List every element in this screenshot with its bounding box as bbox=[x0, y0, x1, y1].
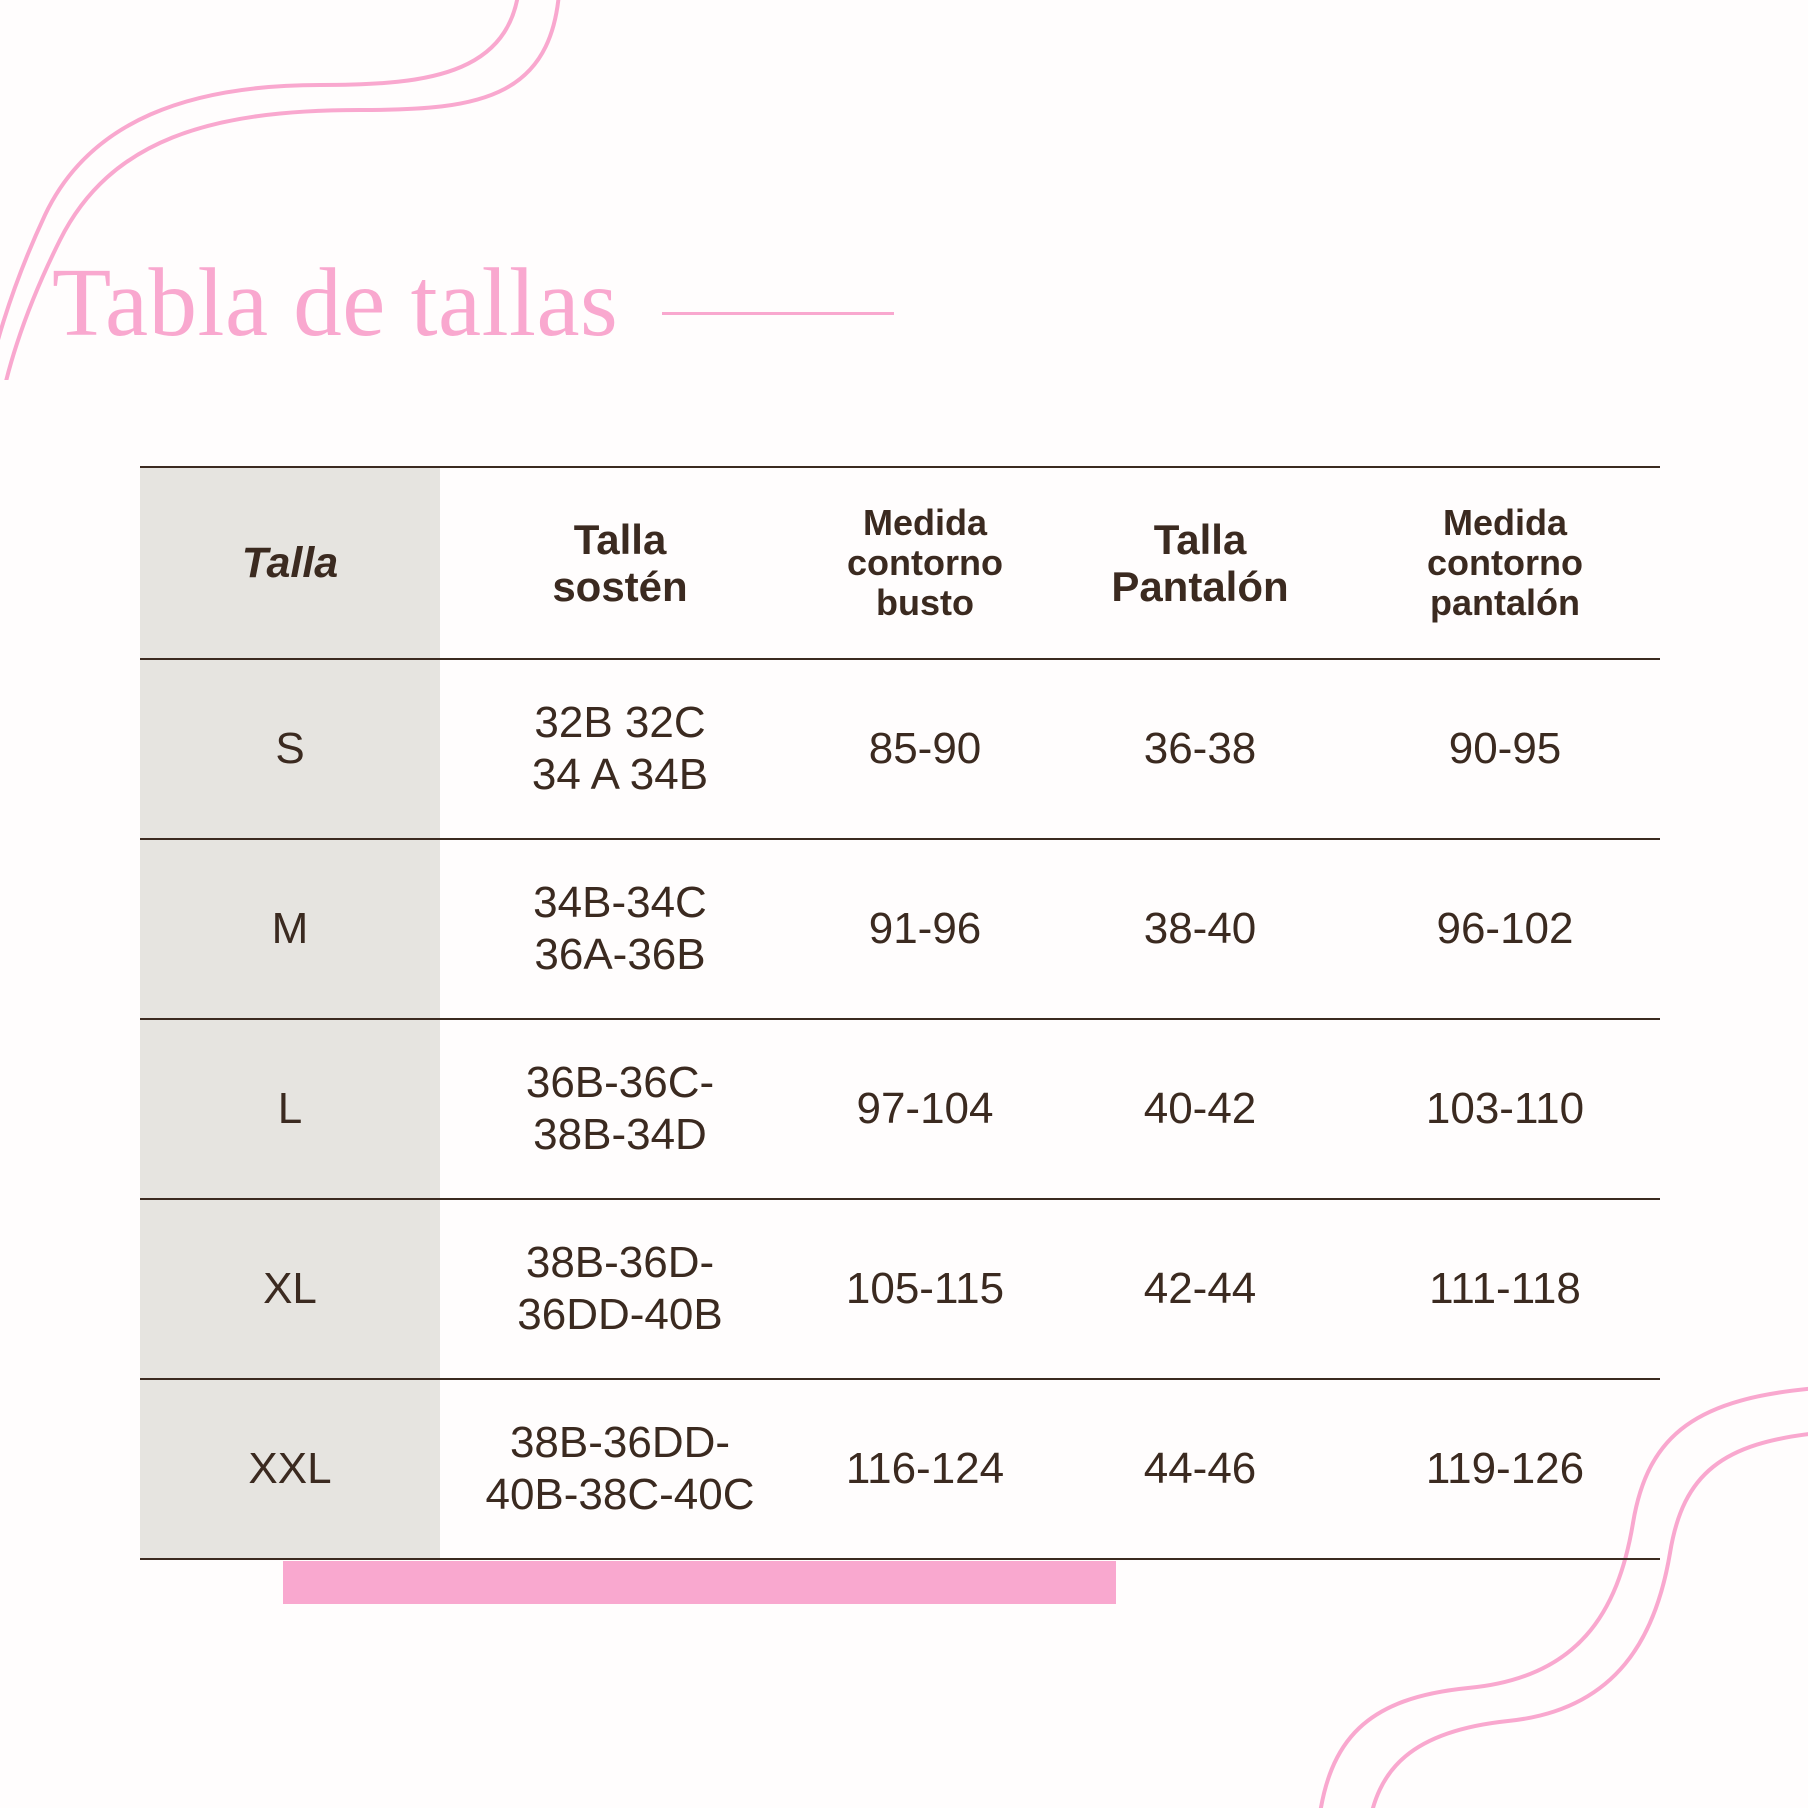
cell-bra-size: 32B 32C 34 A 34B bbox=[440, 659, 800, 839]
cell-bra-size: 38B-36D- 36DD-40B bbox=[440, 1199, 800, 1379]
cell-pant-measure: 90-95 bbox=[1350, 659, 1660, 839]
header-pantalon-line1: Talla bbox=[1153, 515, 1247, 563]
cell-pant-size: 38-40 bbox=[1050, 839, 1350, 1019]
cell-size: XXL bbox=[140, 1379, 440, 1559]
cell-bra-size: 36B-36C- 38B-34D bbox=[440, 1019, 800, 1199]
header-pantalon-line2: Pantalón bbox=[1111, 563, 1289, 610]
header-busto-line3: busto bbox=[876, 582, 974, 624]
title-rule bbox=[662, 312, 894, 315]
table-row bbox=[140, 659, 1660, 839]
cell-bust: 105-115 bbox=[800, 1199, 1050, 1379]
cell-pant-measure: 103-110 bbox=[1350, 1019, 1660, 1199]
cell-pant-measure: 96-102 bbox=[1350, 839, 1660, 1019]
cell-bra-size: 38B-36DD- 40B-38C-40C bbox=[440, 1379, 800, 1559]
cell-bra-size: 34B-34C 36A-36B bbox=[440, 839, 800, 1019]
cell-bust: 91-96 bbox=[800, 839, 1050, 1019]
cell-size: M bbox=[140, 839, 440, 1019]
header-talla bbox=[140, 467, 440, 659]
header-contorno-pantalon-line1: Medida bbox=[1442, 501, 1567, 543]
cell-pant-measure: 111-118 bbox=[1350, 1199, 1660, 1379]
cell-size: S bbox=[140, 659, 440, 839]
page-title: Tabla de tallas bbox=[52, 249, 619, 356]
accent-bar bbox=[283, 1561, 1116, 1604]
cell-pant-size: 36-38 bbox=[1050, 659, 1350, 839]
header-busto-line2: contorno bbox=[847, 541, 1003, 583]
page-title-row bbox=[52, 249, 894, 356]
header-medida-contorno-busto bbox=[800, 467, 1050, 659]
header-contorno-pantalon-line2: contorno bbox=[1427, 541, 1583, 583]
table-row bbox=[140, 839, 1660, 1019]
cell-bust: 116-124 bbox=[800, 1379, 1050, 1559]
cell-pant-size: 44-46 bbox=[1050, 1379, 1350, 1559]
cell-pant-size: 42-44 bbox=[1050, 1199, 1350, 1379]
cell-pant-measure: 119-126 bbox=[1350, 1379, 1660, 1559]
cell-bust: 97-104 bbox=[800, 1019, 1050, 1199]
cell-pant-size: 40-42 bbox=[1050, 1019, 1350, 1199]
size-chart-table bbox=[140, 466, 1660, 1560]
cell-bust: 85-90 bbox=[800, 659, 1050, 839]
cell-size: L bbox=[140, 1019, 440, 1199]
header-talla-sosten bbox=[440, 467, 800, 659]
table-header-row bbox=[140, 467, 1660, 659]
table-row bbox=[140, 1019, 1660, 1199]
cell-size: XL bbox=[140, 1199, 440, 1379]
header-talla-pantalon bbox=[1050, 467, 1350, 659]
table-row bbox=[140, 1199, 1660, 1379]
header-talla-line1: Talla bbox=[241, 538, 339, 587]
table-row bbox=[140, 1379, 1660, 1559]
header-contorno-pantalon-line3: pantalón bbox=[1430, 582, 1580, 624]
header-busto-line1: Medida bbox=[862, 501, 987, 543]
header-talla-sosten-line2: sostén bbox=[552, 563, 688, 610]
header-talla-sosten-line1: Talla bbox=[573, 515, 667, 563]
header-medida-contorno-pantalon bbox=[1350, 467, 1660, 659]
